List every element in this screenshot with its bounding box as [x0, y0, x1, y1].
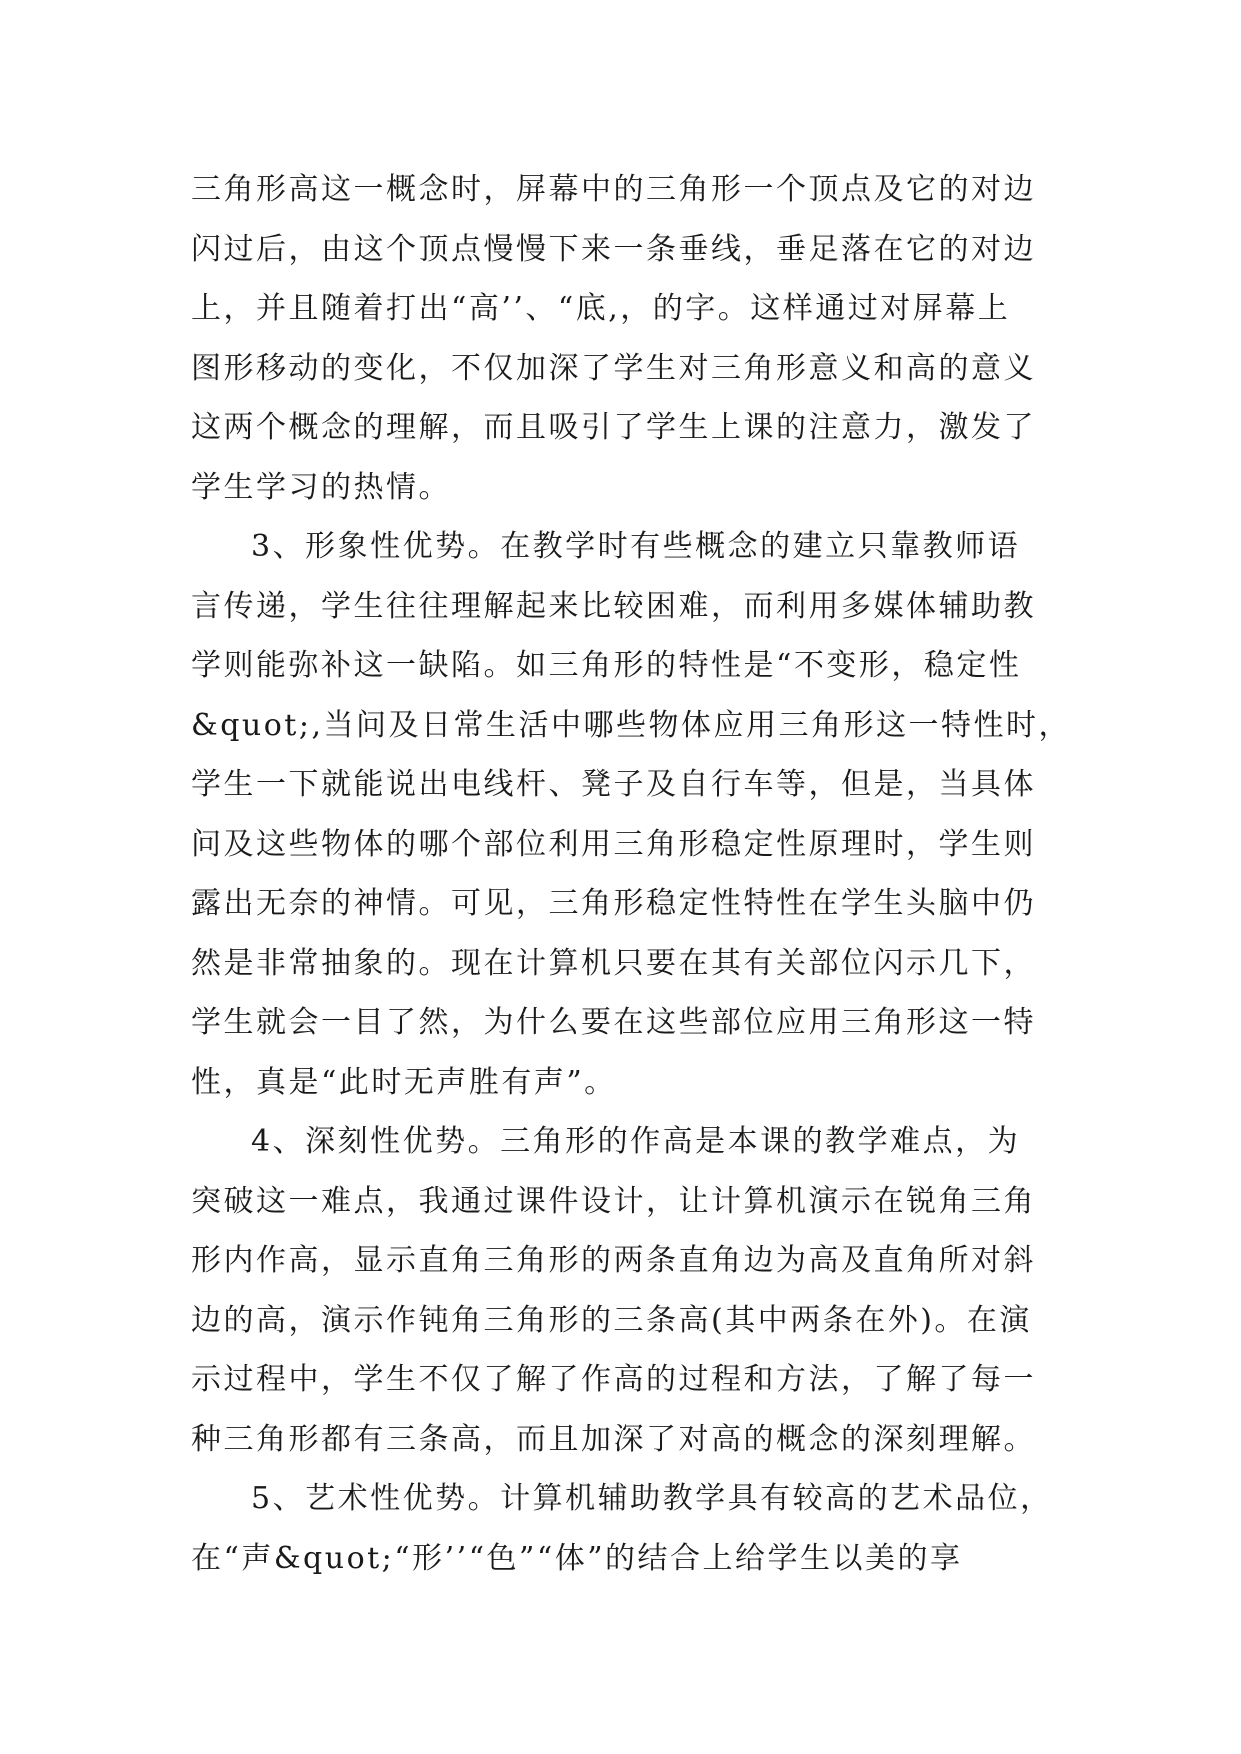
- paragraph-start-line: 4、深刻性优势。三角形的作高是本课的教学难点，为: [251, 1124, 1021, 1159]
- text-line: 上，并且随着打出“高’’、“底,，的字。这样通过对屏幕上: [191, 291, 1011, 326]
- text-line: 露出无奈的神情。可见，三角形稳定性特性在学生头脑中仍: [191, 886, 1036, 921]
- text-line: 突破这一难点，我通过课件设计，让计算机演示在锐角三角: [191, 1183, 1036, 1219]
- text-line: 在“声&quot;“形’’“色”“体”的结合上给学生以美的享: [191, 1540, 963, 1576]
- text-line: 图形移动的变化，不仅加深了学生对三角形意义和高的意义: [191, 350, 1036, 386]
- text-line: 闪过后，由这个顶点慢慢下来一条垂线，垂足落在它的对边: [191, 231, 1036, 267]
- text-line: 问及这些物体的哪个部位利用三角形稳定性原理时，学生则: [191, 826, 1036, 862]
- text-line: 三角形高这一概念时，屏幕中的三角形一个顶点及它的对边: [191, 172, 1036, 207]
- text-line: 学生学习的热情。: [191, 469, 451, 505]
- paragraph-start-line: 3、形象性优势。在教学时有些概念的建立只靠教师语: [251, 529, 1021, 564]
- text-line: &quot;,当问及日常生活中哪些物体应用三角形这一特性时，: [191, 707, 1071, 743]
- text-line: 然是非常抽象的。现在计算机只要在其有关部位闪示几下，: [191, 945, 1036, 981]
- text-line: 学则能弥补这一缺陷。如三角形的特性是“不变形，稳定性: [191, 648, 1022, 683]
- body-text: [191, 160, 1071, 1588]
- text-line: 学生一下就能说出电线杆、凳子及自行车等，但是，当具体: [191, 767, 1036, 802]
- text-line: 学生就会一目了然，为什么要在这些部位应用三角形这一特: [191, 1005, 1036, 1040]
- text-line: 言传递，学生往往理解起来比较困难，而利用多媒体辅助教: [191, 588, 1036, 624]
- text-line: 种三角形都有三条高，而且加深了对高的概念的深刻理解。: [191, 1421, 1036, 1457]
- text-line: 性，真是“此时无声胜有声”。: [191, 1064, 617, 1100]
- text-line: 这两个概念的理解，而且吸引了学生上课的注意力，激发了: [191, 410, 1036, 445]
- paragraph-start-line: 5、艺术性优势。计算机辅助教学具有较高的艺术品位，: [251, 1481, 1053, 1516]
- text-line: 形内作高，显示直角三角形的两条直角边为高及直角所对斜: [191, 1243, 1036, 1278]
- text-line: 边的高，演示作钝角三角形的三条高(其中两条在外)。在演: [191, 1302, 1032, 1338]
- text-line: 示过程中，学生不仅了解了作高的过程和方法，了解了每一: [191, 1362, 1036, 1397]
